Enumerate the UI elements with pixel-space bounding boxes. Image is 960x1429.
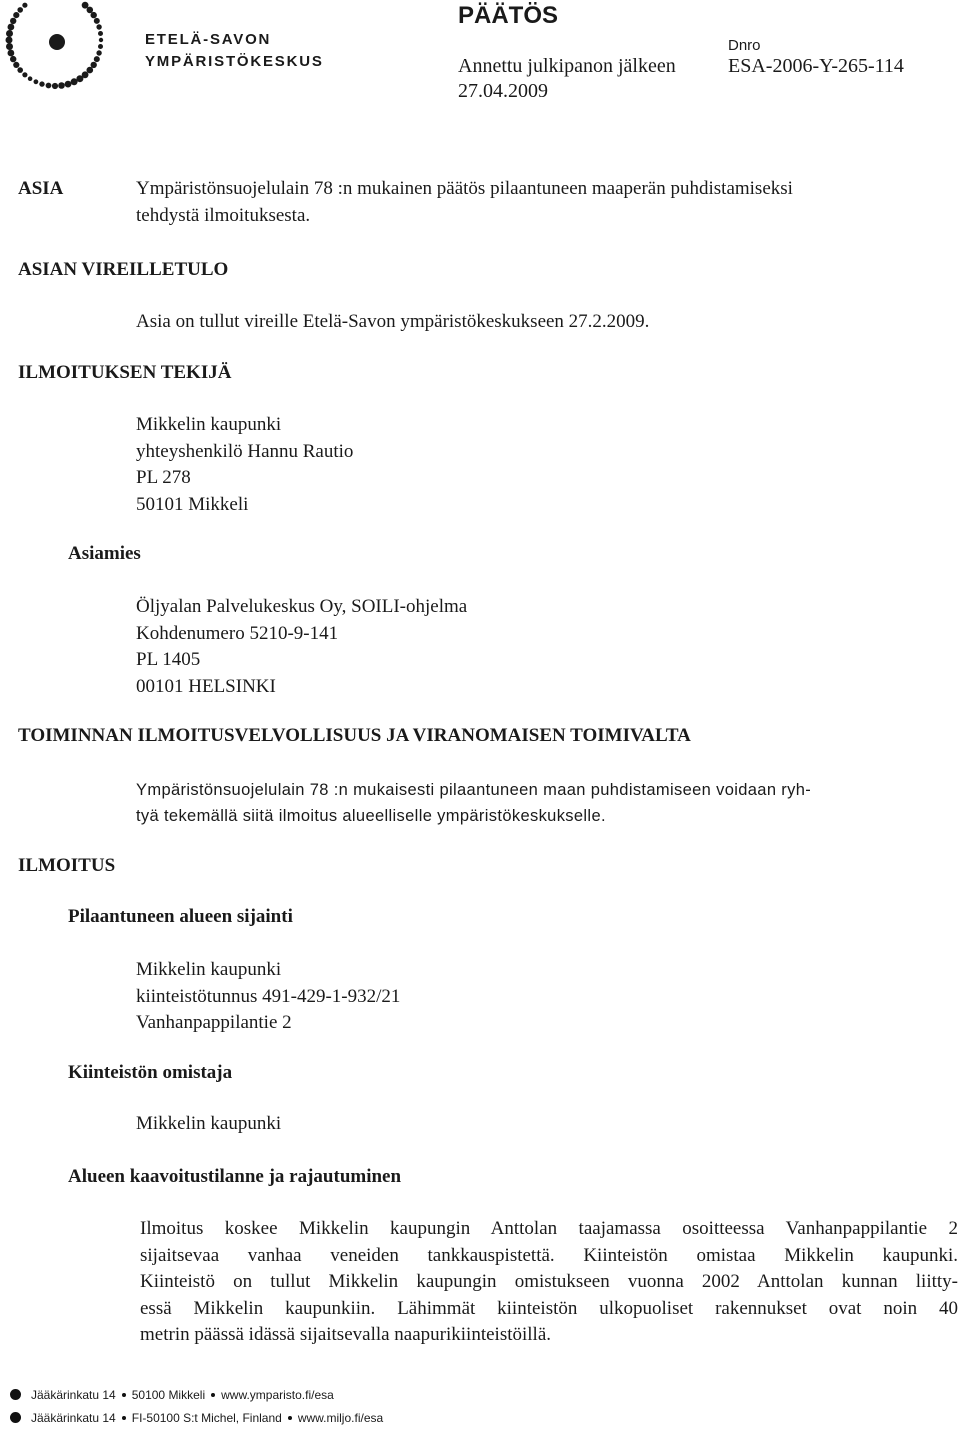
footer-city: FI-50100 S:t Michel, Finland <box>131 1411 282 1425</box>
detail-line: Vanhanpappilantie 2 <box>136 1012 292 1033</box>
footer-website-link[interactable]: www.miljo.fi/esa <box>297 1411 384 1425</box>
dnro-label: Dnro <box>728 37 761 54</box>
paragraph-line: sijaitsevaa vanhaa veneiden tankkauspistettä. Kiinteistön omistaa Mikkelin kaupunki. <box>140 1244 958 1266</box>
footer-street: Jääkärinkatu 14 <box>31 1388 116 1402</box>
separator-dot-icon <box>122 1416 126 1420</box>
paragraph-line: Ympäristönsuojelulain 78 :n mukaisesti pilaantuneen maan puhdistamiseen voidaan ryh- <box>136 781 812 799</box>
asia-heading: ASIA <box>18 178 64 199</box>
tekija-heading: ILMOITUKSEN TEKIJÄ <box>18 362 232 383</box>
address-line: 00101 HELSINKI <box>136 675 276 697</box>
given-text: Annettu julkipanon jälkeen <box>458 55 676 77</box>
paragraph-line: Ilmoitus koskee Mikkelin kaupungin Anttolan taajamassa osoitteessa Vanhanpappilantie 2 <box>140 1218 958 1239</box>
bullet-icon <box>10 1389 21 1400</box>
address-line: Kohdenumero 5210-9-141 <box>136 622 339 644</box>
kaavoitus-heading: Alueen kaavoitustilanne ja rajautuminen <box>68 1166 402 1187</box>
footer-website-link[interactable]: www.ymparisto.fi/esa <box>221 1388 334 1402</box>
address-line: yhteyshenkilö Hannu Rautio <box>136 440 354 462</box>
asiamies-address <box>136 594 467 700</box>
footer-street: Jääkärinkatu 14 <box>31 1411 116 1425</box>
asia-line2: tehdystä ilmoituksesta. <box>136 205 311 226</box>
address-line: 50101 Mikkeli <box>136 493 249 515</box>
given-date: 27.04.2009 <box>458 80 548 102</box>
toimivalta-heading: TOIMINNAN ILMOITUSVELVOLLISUUS JA VIRANOMAISEN TOIMIVALTA <box>18 725 691 746</box>
detail-line: kiinteistötunnus 491-429-1-932/21 <box>136 985 401 1007</box>
logo-dot-ring-icon <box>0 0 140 110</box>
footer-city: 50100 Mikkeli <box>131 1388 206 1402</box>
omistaja-heading: Kiinteistön omistaja <box>68 1062 233 1083</box>
asia-line1: Ympäristönsuojelulain 78 :n mukainen päätös pilaantuneen maaperän puhdistamiseksi <box>136 178 793 199</box>
footer-line-2 <box>10 1411 383 1425</box>
address-line: PL 278 <box>136 467 191 488</box>
paragraph-line: tyä tekemällä siitä ilmoitus alueelliselle ympäristökeskukselle. <box>136 807 606 825</box>
paragraph-line: Kiinteistö on tullut Mikkelin kaupungin omistukseen vuonna 2002 Anttolan kunnan liitty- <box>140 1271 958 1293</box>
separator-dot-icon <box>288 1416 292 1420</box>
dnro-value: ESA-2006-Y-265-114 <box>728 55 904 77</box>
logo <box>0 0 330 110</box>
sijainti-details <box>136 957 400 1037</box>
asiamies-heading: Asiamies <box>68 543 141 564</box>
sijainti-heading: Pilaantuneen alueen sijainti <box>68 906 293 927</box>
omistaja-value: Mikkelin kaupunki <box>136 1113 282 1134</box>
kaavoitus-paragraph <box>140 1216 958 1349</box>
address-line: PL 1405 <box>136 649 201 670</box>
paragraph-line: metrin päässä idässä sijaitsevalla naapurikiinteistöillä. <box>140 1324 552 1346</box>
logo-line2: YMPÄRISTÖKESKUS <box>145 53 324 70</box>
separator-dot-icon <box>122 1393 126 1397</box>
tekija-address <box>136 412 353 518</box>
document-type: PÄÄTÖS <box>458 2 559 29</box>
vireilletulo-heading: ASIAN VIREILLETULO <box>18 259 229 280</box>
bullet-icon <box>10 1412 21 1423</box>
ilmoitus-heading: ILMOITUS <box>18 855 116 876</box>
paragraph-line: essä Mikkelin kaupunkiin. Lähimmät kiinteistön ulkopuoliset rakennukset ovat noin 40 <box>140 1297 958 1319</box>
detail-line: Mikkelin kaupunki <box>136 959 282 980</box>
address-line: Mikkelin kaupunki <box>136 414 282 435</box>
separator-dot-icon <box>211 1393 215 1397</box>
logo-line1: ETELÄ-SAVON <box>145 31 272 48</box>
toimivalta-text <box>136 777 946 829</box>
vireilletulo-text: Asia on tullut vireille Etelä-Savon ympäristökeskukseen 27.2.2009. <box>136 311 650 332</box>
address-line: Öljyalan Palvelukeskus Oy, SOILI-ohjelma <box>136 596 468 617</box>
footer-line-1 <box>10 1388 334 1402</box>
